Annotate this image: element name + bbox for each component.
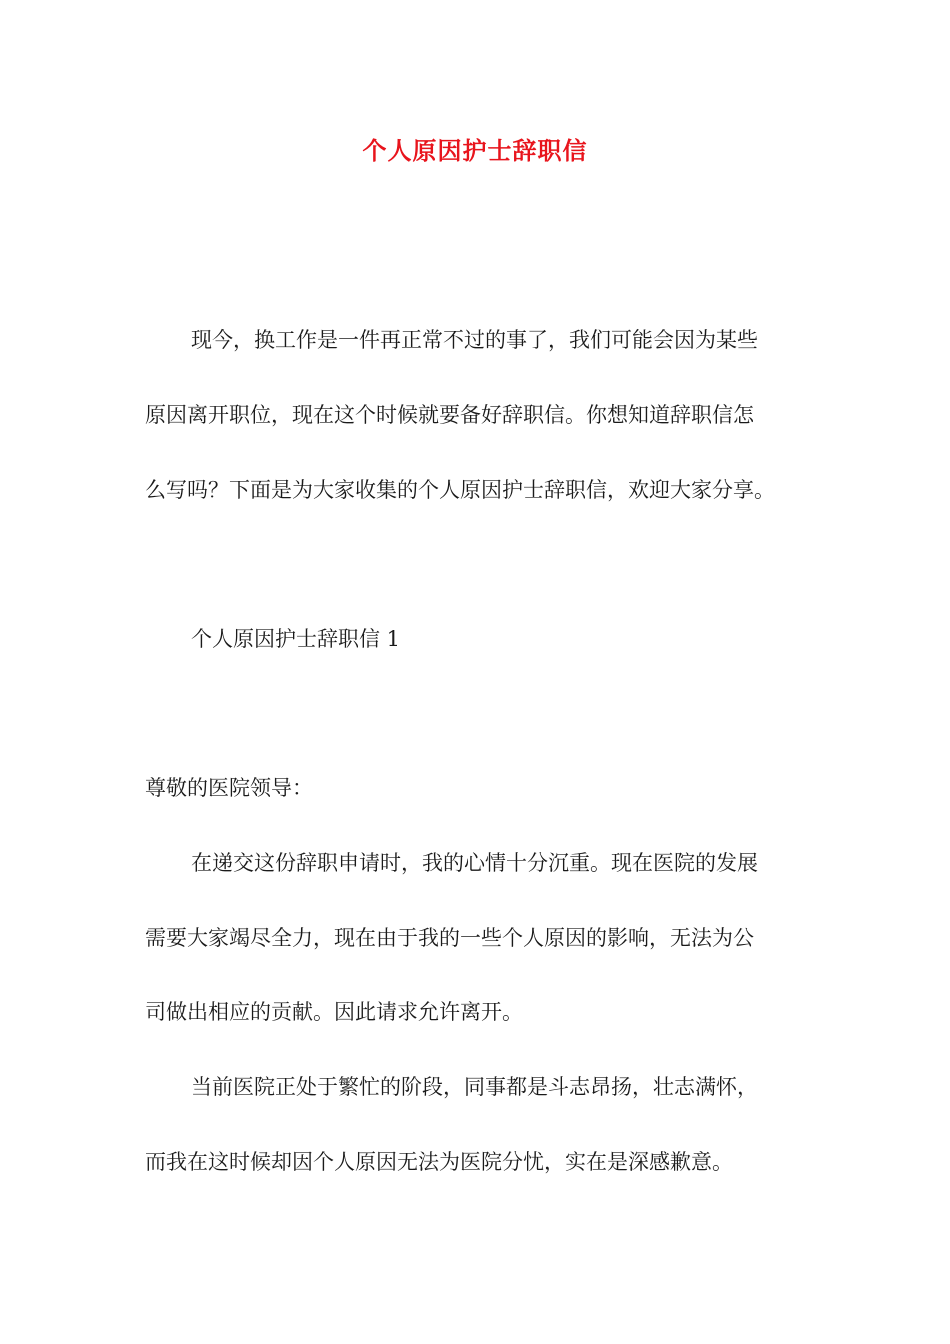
- paragraph-2-line-1: 当前医院正处于繁忙的阶段，同事都是斗志昂扬，壮志满怀，: [191, 1075, 758, 1099]
- paragraph-2-line-2: 而我在这时候却因个人原因无法为医院分忧，实在是深感歉意。: [145, 1150, 733, 1174]
- salutation: 尊敬的医院领导：: [145, 776, 313, 800]
- intro-line-2: 原因离开职位，现在这个时候就要备好辞职信。你想知道辞职信怎: [145, 403, 754, 427]
- document-title: 个人原因护士辞职信: [362, 136, 588, 165]
- intro-line-3: 么写吗？下面是为大家收集的个人原因护士辞职信，欢迎大家分享。: [145, 478, 775, 502]
- paragraph-1-line-2: 需要大家竭尽全力，现在由于我的一些个人原因的影响，无法为公: [145, 926, 754, 950]
- intro-line-1: 现今，换工作是一件再正常不过的事了，我们可能会因为某些: [191, 328, 758, 352]
- paragraph-1-line-1: 在递交这份辞职申请时，我的心情十分沉重。现在医院的发展: [191, 851, 758, 875]
- section-heading: 个人原因护士辞职信 1: [191, 627, 401, 651]
- paragraph-1-line-3: 司做出相应的贡献。因此请求允许离开。: [145, 1000, 523, 1024]
